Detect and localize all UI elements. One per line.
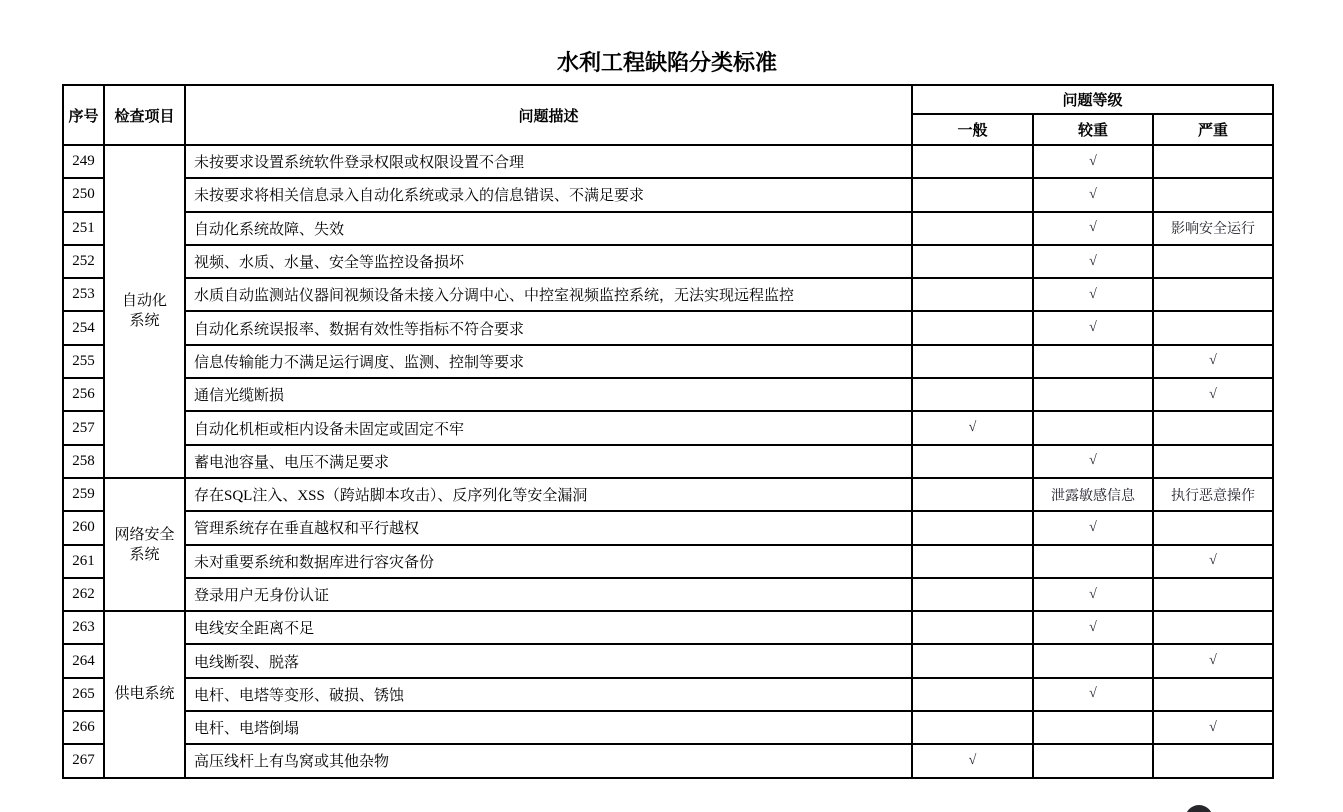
table-row xyxy=(63,644,1273,677)
table-header xyxy=(63,85,1273,145)
problem-description-cell: 通信光缆断损 xyxy=(185,378,912,411)
table-row xyxy=(63,145,1273,178)
level-general-cell xyxy=(912,545,1033,578)
level-general-cell xyxy=(912,245,1033,278)
row-serial: 258 xyxy=(63,445,104,478)
problem-description-cell: 未对重要系统和数据库进行容灾备份 xyxy=(185,545,912,578)
level-moderate-cell: √ xyxy=(1033,578,1153,611)
row-serial: 264 xyxy=(63,644,104,677)
table-row xyxy=(63,478,1273,511)
row-serial: 262 xyxy=(63,578,104,611)
table-row xyxy=(63,411,1273,444)
problem-description-cell: 水质自动监测站仪器间视频设备未接入分调中心、中控室视频监控系统，无法实现远程监控 xyxy=(185,278,912,311)
level-general-cell xyxy=(912,678,1033,711)
level-general-cell xyxy=(912,644,1033,677)
level-severe-cell xyxy=(1153,611,1273,644)
inspection-item-line: 自动化 xyxy=(121,293,167,310)
level-severe-cell xyxy=(1153,178,1273,211)
level-severe-cell: √ xyxy=(1153,378,1273,411)
row-serial: 267 xyxy=(63,744,104,777)
level-moderate-cell xyxy=(1033,644,1153,677)
inspection-item-line: 系统 xyxy=(129,313,160,330)
row-serial: 259 xyxy=(63,478,104,511)
problem-description-cell: 自动化系统误报率、数据有效性等指标不符合要求 xyxy=(185,311,912,344)
row-serial: 266 xyxy=(63,711,104,744)
row-serial: 250 xyxy=(63,178,104,211)
problem-description-cell: 电杆、电塔倒塌 xyxy=(185,711,912,744)
table-row xyxy=(63,678,1273,711)
level-general-cell xyxy=(912,145,1033,178)
row-serial: 249 xyxy=(63,145,104,178)
row-serial: 251 xyxy=(63,212,104,245)
level-general-cell xyxy=(912,445,1033,478)
level-moderate-cell: √ xyxy=(1033,245,1153,278)
table-row xyxy=(63,345,1273,378)
level-severe-cell: √ xyxy=(1153,545,1273,578)
problem-description-cell: 管理系统存在垂直越权和平行越权 xyxy=(185,511,912,544)
level-general-cell xyxy=(912,478,1033,511)
problem-description-cell: 视频、水质、水量、安全等监控设备损坏 xyxy=(185,245,912,278)
level-severe-cell: √ xyxy=(1153,711,1273,744)
problem-description-cell: 未按要求将相关信息录入自动化系统或录入的信息错误、不满足要求 xyxy=(185,178,912,211)
bottom-floating-button[interactable] xyxy=(1185,805,1213,812)
row-serial: 254 xyxy=(63,311,104,344)
level-moderate-cell: 泄露敏感信息 xyxy=(1033,478,1153,511)
page-title: 水利工程缺陷分类标准 xyxy=(556,50,777,75)
level-general-cell xyxy=(912,345,1033,378)
table-row xyxy=(63,278,1273,311)
level-general-cell xyxy=(912,212,1033,245)
level-severe-cell xyxy=(1153,578,1273,611)
problem-description-cell: 电线断裂、脱落 xyxy=(185,644,912,677)
level-general-cell: √ xyxy=(912,744,1033,777)
table-body xyxy=(63,145,1273,778)
level-moderate-cell: √ xyxy=(1033,145,1153,178)
problem-description-cell: 未按要求设置系统软件登录权限或权限设置不合理 xyxy=(185,145,912,178)
level-severe-cell xyxy=(1153,245,1273,278)
table-row xyxy=(63,245,1273,278)
problem-description-cell: 电线安全距离不足 xyxy=(185,611,912,644)
header-inspection-item: 检查项目 xyxy=(104,85,185,145)
row-serial: 252 xyxy=(63,245,104,278)
level-moderate-cell xyxy=(1033,411,1153,444)
level-general-cell xyxy=(912,278,1033,311)
table-row xyxy=(63,445,1273,478)
level-severe-cell: √ xyxy=(1153,644,1273,677)
level-moderate-cell: √ xyxy=(1033,611,1153,644)
table-row xyxy=(63,744,1273,777)
header-serial: 序号 xyxy=(63,85,104,145)
level-severe-cell xyxy=(1153,678,1273,711)
row-serial: 255 xyxy=(63,345,104,378)
inspection-item-line: 网络安全 xyxy=(114,526,175,543)
header-level-general: 一般 xyxy=(912,114,1033,145)
level-severe-cell: 影响安全运行 xyxy=(1153,212,1273,245)
row-serial: 256 xyxy=(63,378,104,411)
level-moderate-cell xyxy=(1033,545,1153,578)
level-general-cell xyxy=(912,378,1033,411)
problem-description-cell: 自动化机柜或柜内设备未固定或固定不牢 xyxy=(185,411,912,444)
problem-description-cell: 存在SQL注入、XSS（跨站脚本攻击）、反序列化等安全漏洞 xyxy=(185,478,912,511)
level-general-cell xyxy=(912,578,1033,611)
defect-classification-table xyxy=(62,84,1274,779)
row-serial: 265 xyxy=(63,678,104,711)
level-moderate-cell: √ xyxy=(1033,178,1153,211)
inspection-item-line: 系统 xyxy=(129,546,160,563)
table-row xyxy=(63,178,1273,211)
inspection-item-line: 供电系统 xyxy=(114,686,175,703)
level-moderate-cell: √ xyxy=(1033,212,1153,245)
row-serial: 257 xyxy=(63,411,104,444)
inspection-item-cell xyxy=(104,145,185,478)
level-general-cell xyxy=(912,178,1033,211)
problem-description-cell: 电杆、电塔等变形、破损、锈蚀 xyxy=(185,678,912,711)
problem-description-cell: 登录用户无身份认证 xyxy=(185,578,912,611)
level-severe-cell xyxy=(1153,445,1273,478)
level-moderate-cell: √ xyxy=(1033,678,1153,711)
level-moderate-cell xyxy=(1033,378,1153,411)
row-serial: 253 xyxy=(63,278,104,311)
table-row xyxy=(63,545,1273,578)
table-row xyxy=(63,578,1273,611)
inspection-item-cell xyxy=(104,478,185,611)
level-general-cell xyxy=(912,611,1033,644)
row-serial: 261 xyxy=(63,545,104,578)
problem-description-cell: 蓄电池容量、电压不满足要求 xyxy=(185,445,912,478)
row-serial: 260 xyxy=(63,511,104,544)
level-general-cell xyxy=(912,311,1033,344)
table-row xyxy=(63,311,1273,344)
level-severe-cell xyxy=(1153,145,1273,178)
level-severe-cell xyxy=(1153,411,1273,444)
level-severe-cell: 执行恶意操作 xyxy=(1153,478,1273,511)
level-moderate-cell xyxy=(1033,744,1153,777)
table-row xyxy=(63,378,1273,411)
table-row xyxy=(63,511,1273,544)
problem-description-cell: 高压线杆上有鸟窝或其他杂物 xyxy=(185,744,912,777)
header-level-moderate: 较重 xyxy=(1033,114,1153,145)
table-row xyxy=(63,212,1273,245)
level-general-cell xyxy=(912,511,1033,544)
level-general-cell: √ xyxy=(912,411,1033,444)
level-severe-cell: √ xyxy=(1153,345,1273,378)
level-moderate-cell: √ xyxy=(1033,511,1153,544)
problem-description-cell: 信息传输能力不满足运行调度、监测、控制等要求 xyxy=(185,345,912,378)
level-severe-cell xyxy=(1153,511,1273,544)
table-row xyxy=(63,611,1273,644)
inspection-item-cell xyxy=(104,611,185,777)
level-severe-cell xyxy=(1153,744,1273,777)
level-moderate-cell xyxy=(1033,711,1153,744)
header-problem-description: 问题描述 xyxy=(185,85,912,145)
header-level-severe: 严重 xyxy=(1153,114,1273,145)
header-problem-level: 问题等级 xyxy=(912,85,1273,114)
row-serial: 263 xyxy=(63,611,104,644)
level-moderate-cell xyxy=(1033,345,1153,378)
level-general-cell xyxy=(912,711,1033,744)
level-moderate-cell: √ xyxy=(1033,278,1153,311)
level-severe-cell xyxy=(1153,311,1273,344)
level-severe-cell xyxy=(1153,278,1273,311)
level-moderate-cell: √ xyxy=(1033,311,1153,344)
problem-description-cell: 自动化系统故障、失效 xyxy=(185,212,912,245)
level-moderate-cell: √ xyxy=(1033,445,1153,478)
table-row xyxy=(63,711,1273,744)
